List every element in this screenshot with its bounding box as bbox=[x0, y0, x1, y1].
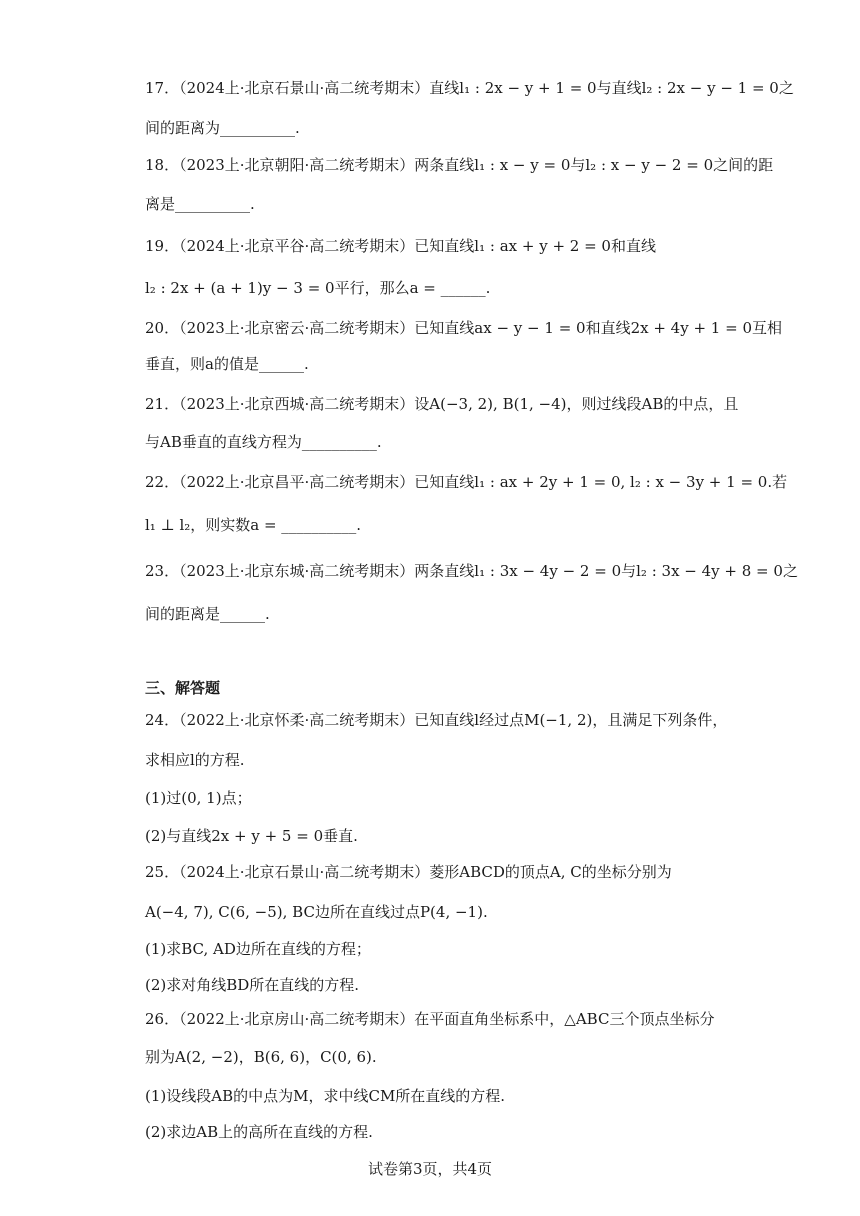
question-20-line-2: 垂直，则a的值是______. bbox=[145, 355, 309, 373]
question-24-part-1: (1)过(0, 1)点； bbox=[145, 789, 252, 807]
question-25-part-1: (1)求BC, AD边所在直线的方程； bbox=[145, 940, 371, 958]
question-25-line-2: A(−4, 7), C(6, −5), BC边所在直线过点P(4, −1). bbox=[145, 903, 488, 921]
question-25-line-1: 25．（2024上·北京石景山·高二统考期末）菱形ABCD的顶点A, C的坐标分别为 bbox=[145, 863, 672, 881]
question-26-part-2: (2)求边AB上的高所在直线的方程. bbox=[145, 1123, 373, 1141]
question-26-part-1: (1)设线段AB的中点为M，求中线CM所在直线的方程. bbox=[145, 1087, 506, 1105]
question-21-line-1: 21．（2023上·北京西城·高二统考期末）设A(−3, 2), B(1, −4)，则过线段AB的中点，且 bbox=[145, 395, 739, 413]
question-25-part-2: (2)求对角线BD所在直线的方程. bbox=[145, 976, 360, 994]
question-17-line-2: 间的距离为__________. bbox=[145, 119, 300, 137]
question-24-line-2: 求相应l的方程. bbox=[145, 751, 245, 769]
question-23-line-2: 间的距离是______. bbox=[145, 605, 270, 623]
page-footer: 试卷第3页，共4页 bbox=[367, 1160, 493, 1178]
question-19-line-2: l₂ : 2x + (a + 1)y − 3 = 0平行，那么a = ______. bbox=[145, 279, 491, 297]
question-26-line-1: 26．（2022上·北京房山·高二统考期末）在平面直角坐标系中，△ABC三个顶点坐标分 bbox=[145, 1010, 715, 1028]
question-26-line-2: 别为A(2, −2)，B(6, 6)，C(0, 6). bbox=[145, 1048, 377, 1066]
question-20-line-1: 20．（2023上·北京密云·高二统考期末）已知直线ax − y − 1 = 0和直线2x + 4y + 1 = 0互相 bbox=[145, 319, 782, 337]
question-24-line-1: 24．（2022上·北京怀柔·高二统考期末）已知直线l经过点M(−1, 2)，且满足下列条件， bbox=[145, 711, 728, 729]
question-23-line-1: 23．（2023上·北京东城·高二统考期末）两条直线l₁ : 3x − 4y − 2 = 0与l₂ : 3x − 4y + 8 = 0之 bbox=[145, 562, 798, 580]
section-heading: 三、解答题 bbox=[145, 679, 221, 697]
question-21-line-2: 与AB垂直的直线方程为__________. bbox=[145, 433, 382, 451]
question-24-part-2: (2)与直线2x + y + 5 = 0垂直. bbox=[145, 827, 358, 845]
question-22-line-2: l₁ ⊥ l₂，则实数a = __________. bbox=[145, 516, 362, 534]
question-17-line-1: 17．（2024上·北京石景山·高二统考期末）直线l₁ : 2x − y + 1 = 0与直线l₂ : 2x − y − 1 = 0之 bbox=[145, 79, 794, 97]
question-22-line-1: 22．（2022上·北京昌平·高二统考期末）已知直线l₁ : ax + 2y + 1 = 0, l₂ : x − 3y + 1 = 0.若 bbox=[145, 473, 788, 491]
question-19-line-1: 19．（2024上·北京平谷·高二统考期末）已知直线l₁ : ax + y + 2 = 0和直线 bbox=[145, 237, 656, 255]
question-18-line-1: 18．（2023上·北京朝阳·高二统考期末）两条直线l₁ : x − y = 0与l₂ : x − y − 2 = 0之间的距 bbox=[145, 156, 774, 174]
question-18-line-2: 离是__________. bbox=[145, 195, 255, 213]
